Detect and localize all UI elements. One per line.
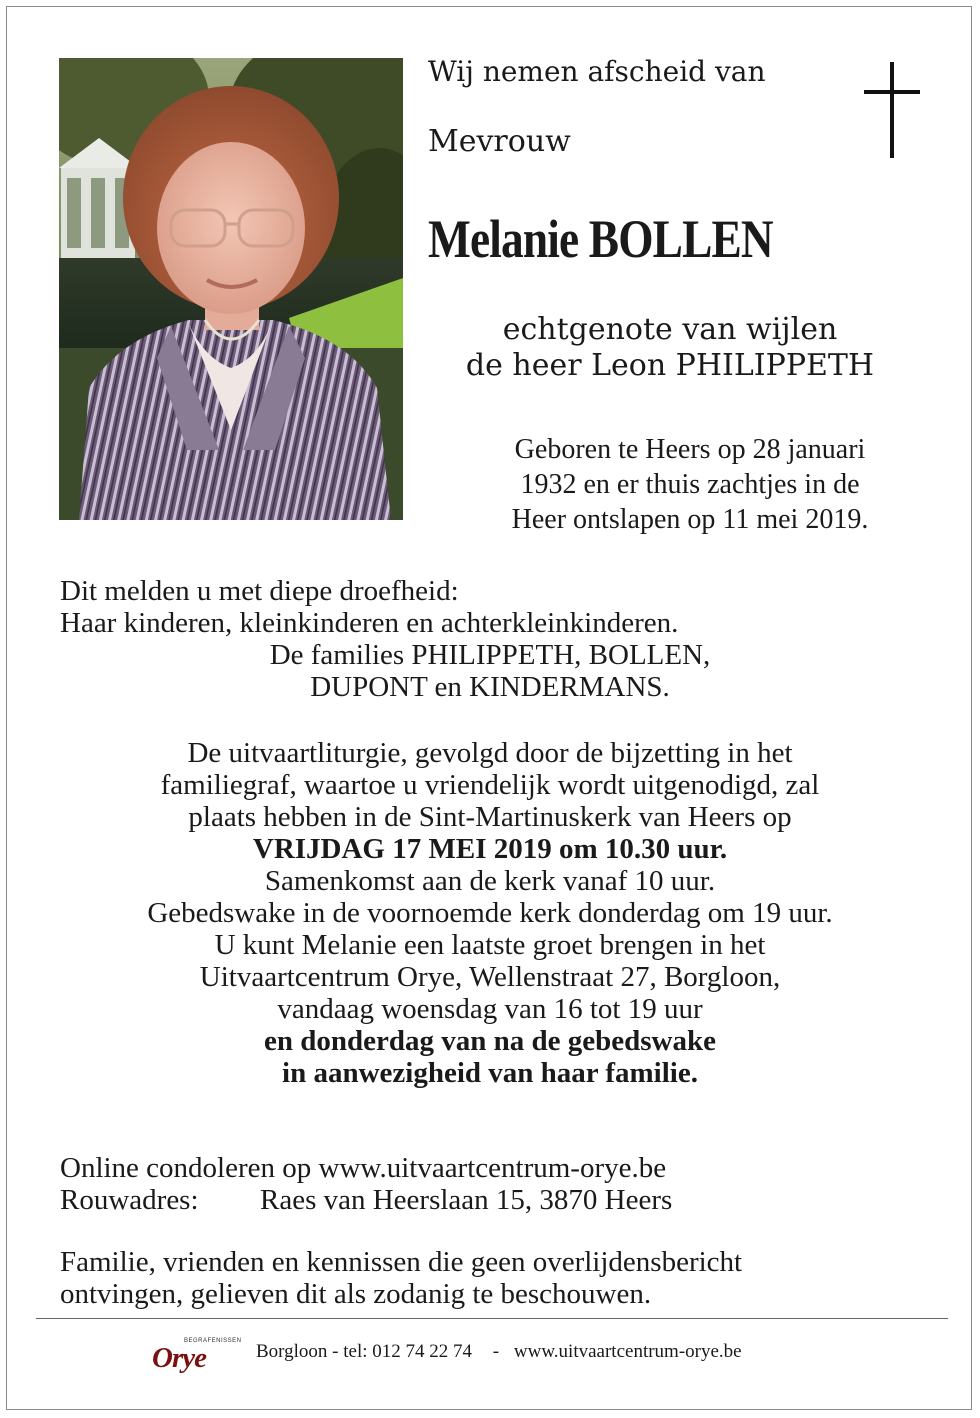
footer-city-phone: Borgloon - tel: 012 74 22 74 [256, 1341, 473, 1362]
honorific: Mevrouw [428, 124, 571, 159]
birth-line: 1932 en er thuis zachtjes in de [520, 469, 860, 500]
spouse-block [410, 312, 930, 384]
families-line: DUPONT en KINDERMANS. [310, 671, 670, 703]
address-label: Rouwadres: [60, 1184, 199, 1216]
ceremony-block [60, 737, 920, 1089]
spouse-line: echtgenote van wijlen [502, 312, 838, 347]
ceremony-line: familiegraf, waartoe u vriendelijk wordt uitgenodigd, zal [160, 769, 820, 801]
birth-line: Geboren te Heers op 28 januari [514, 434, 866, 465]
ceremony-date: VRIJDAG 17 MEI 2019 om 10.30 uur. [252, 833, 728, 865]
footer [0, 1332, 980, 1376]
portrait-illustration [59, 58, 403, 520]
orye-logo [152, 1338, 242, 1376]
closing-line: Familie, vrienden en kennissen die geen overlijdensbericht [60, 1246, 743, 1278]
ceremony-line: Uitvaartcentrum Orye, Wellenstraat 27, Borgloon, [199, 961, 781, 993]
closing-line: ontvingen, gelieven dit als zodanig te beschouwen. [60, 1278, 652, 1310]
ceremony-line: vandaag woensdag van 16 tot 19 uur [277, 993, 703, 1025]
announcement-block [60, 575, 920, 703]
birth-line: Heer ontslapen op 11 mei 2019. [511, 504, 869, 535]
logo-wordmark: Orye [152, 1342, 206, 1374]
address-line [60, 1184, 920, 1216]
footer-contact [256, 1341, 742, 1363]
address-value: Raes van Heerslaan 15, 3870 Heers [260, 1184, 673, 1216]
ceremony-line-bold: in aanwezigheid van haar familie. [282, 1057, 698, 1089]
ceremony-line: De uitvaartliturgie, gevolgd door de bijzetting in het [187, 737, 793, 769]
intro-text: Wij nemen afscheid van [428, 55, 766, 88]
footer-divider [36, 1318, 948, 1319]
online-condolence: Online condoleren op www.uitvaartcentrum-orye.be [60, 1152, 667, 1184]
footer-website: www.uitvaartcentrum-orye.be [513, 1341, 742, 1362]
ceremony-line: U kunt Melanie een laatste groet brengen in het [214, 929, 766, 961]
announce-line: Dit melden u met diepe droefheid: [60, 575, 459, 607]
announce-line: Haar kinderen, kleinkinderen en achterkleinkinderen. [60, 607, 679, 639]
portrait-photo [59, 58, 403, 520]
birth-block [410, 432, 970, 537]
ceremony-line: plaats hebben in de Sint-Martinuskerk van Heers op [188, 801, 792, 833]
logo-subtitle: BEGRAFENISSEN [184, 1338, 242, 1344]
spouse-line: de heer Leon PHILIPPETH [465, 348, 875, 383]
closing-block [60, 1246, 920, 1310]
cross-icon [862, 62, 922, 162]
contact-block [60, 1152, 920, 1216]
deceased-name: Melanie BOLLEN [428, 209, 773, 269]
families-line: De families PHILIPPETH, BOLLEN, [269, 639, 711, 671]
footer-separator: - [492, 1341, 500, 1362]
ceremony-line: Gebedswake in de voornoemde kerk donderdag om 19 uur. [147, 897, 833, 929]
ceremony-line-bold: en donderdag van na de gebedswake [264, 1025, 716, 1057]
ceremony-line: Samenkomst aan de kerk vanaf 10 uur. [264, 865, 716, 897]
